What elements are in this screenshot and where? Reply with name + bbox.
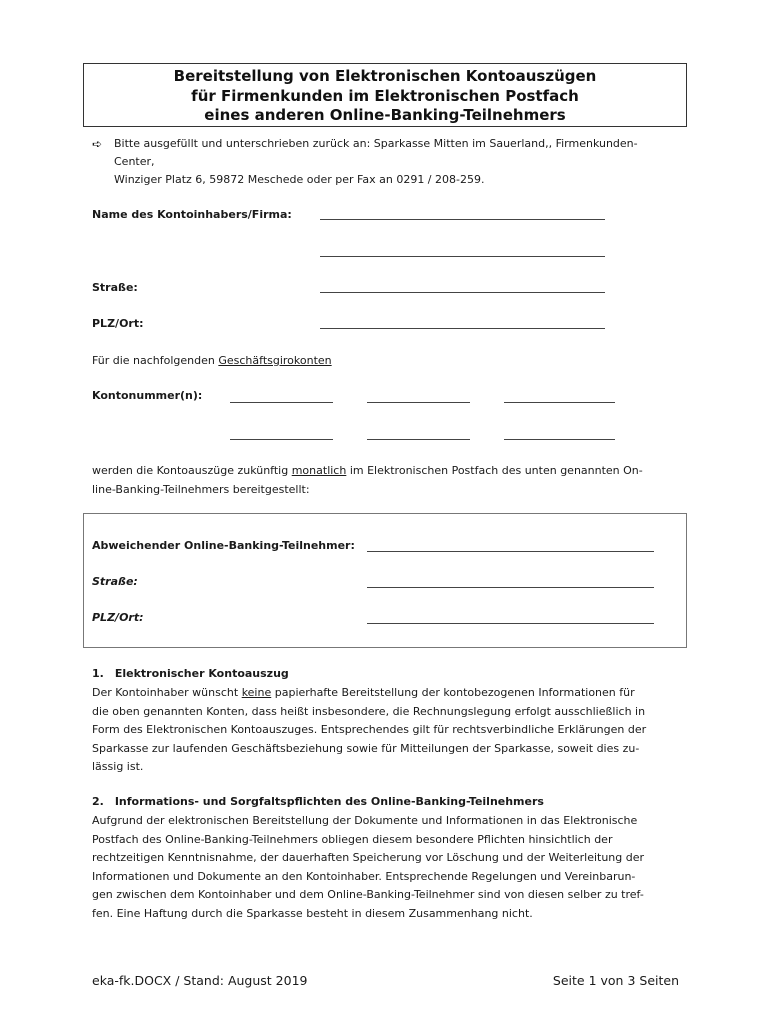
- title-line-2: für Firmenkunden im Elektronischen Postfach: [191, 86, 579, 105]
- statement-paragraph: [92, 462, 680, 499]
- title-line-3: eines anderen Online-Banking-Teilnehmers: [204, 106, 566, 124]
- teilnehmer-label: Abweichender Online-Banking-Teilnehmer:: [92, 539, 355, 552]
- box-plz-input-line[interactable]: [367, 623, 654, 624]
- box-strasse-input-line[interactable]: [367, 587, 654, 588]
- title-box: [83, 63, 687, 127]
- box-strasse-label: Straße:: [92, 575, 138, 588]
- s1-line-4: Sparkasse zur laufenden Geschäftsbeziehung sowie für Mitteilungen der Sparkasse, soweit dies zu-: [92, 741, 640, 755]
- teilnehmer-box: [83, 513, 687, 648]
- s2-line-2: Postfach des Online-Banking-Teilnehmers obliegen diesem besondere Pflichten hinsichtlich der: [92, 832, 613, 846]
- box-plz-label: PLZ/Ort:: [92, 611, 144, 624]
- intro-line-1: Bitte ausgefüllt und unterschrieben zurück an: Sparkasse Mitten im Sauerland,, Firmenkunden-: [114, 137, 638, 150]
- intro-line-3: Winziger Platz 6, 59872 Meschede oder per Fax an 0291 / 208-259.: [114, 173, 485, 186]
- section-1-heading: 1. Elektronischer Kontoauszug: [92, 667, 289, 680]
- s2-line-6: fen. Eine Haftung durch die Sparkasse besteht in diesem Zusammenhang nicht.: [92, 906, 533, 920]
- plz-label: PLZ/Ort:: [92, 317, 144, 330]
- s1-line-1b: papierhafte Bereitstellung der kontobezogenen Informationen für: [274, 686, 635, 699]
- statement-frequency: monatlich: [291, 464, 347, 477]
- kontonummer-input-4[interactable]: [230, 439, 333, 440]
- name-input-line-2[interactable]: [320, 256, 605, 257]
- name-input-line-1[interactable]: [320, 219, 605, 220]
- footer-document-info: eka-fk.DOCX / Stand: August 2019: [92, 973, 308, 988]
- kontonummer-label: Kontonummer(n):: [92, 389, 203, 402]
- s1-line-2: die oben genannten Konten, dass heißt insbesondere, die Rechnungslegung erfolgt ausschließlich in: [92, 704, 646, 718]
- section-2-heading: 2. Informations- und Sorgfaltspflichten des Online-Banking-Teilnehmers: [92, 795, 544, 808]
- konten-prefix: Für die nachfolgenden: [92, 354, 215, 367]
- plz-input-line[interactable]: [320, 328, 605, 329]
- kontonummer-input-3[interactable]: [504, 402, 615, 403]
- arrow-icon: ➪: [92, 137, 103, 151]
- intro-instructions: [92, 135, 682, 189]
- kontonummer-input-6[interactable]: [504, 439, 615, 440]
- statement-part-1: werden die Kontoauszüge zukünftig: [92, 464, 289, 477]
- teilnehmer-input-line[interactable]: [367, 551, 654, 552]
- section-1-body: [92, 684, 680, 777]
- s1-line-1-keine: keine: [241, 686, 272, 699]
- kontonummer-input-1[interactable]: [230, 402, 333, 403]
- s1-line-1a: Der Kontoinhaber wünscht: [92, 686, 239, 699]
- section-2-body: [92, 812, 680, 923]
- s1-line-5: lässig ist.: [92, 760, 144, 773]
- s2-line-3: rechtzeitigen Kenntnisnahme, der dauerhaften Speicherung vor Löschung und der Weiterleitung der: [92, 851, 645, 864]
- s2-line-4: Informationen und Dokumente an den Kontoinhaber. Entsprechende Regelungen und Vereinbarun-: [92, 869, 636, 883]
- strasse-input-line[interactable]: [320, 292, 605, 293]
- statement-part-2: im Elektronischen Postfach des unten genannten On-: [349, 464, 643, 477]
- kontonummer-input-2[interactable]: [367, 402, 470, 403]
- kontonummer-input-5[interactable]: [367, 439, 470, 440]
- konten-intro: [92, 352, 680, 371]
- s2-line-5: gen zwischen dem Kontoinhaber und dem Online-Banking-Teilnehmer sind von diesen selber zu tref-: [92, 888, 644, 901]
- name-label: Name des Kontoinhabers/Firma:: [92, 208, 292, 221]
- title-line-1: Bereitstellung von Elektronischen Kontoauszügen: [173, 67, 597, 85]
- s1-line-3: Form des Elektronischen Kontoauszuges. Entsprechendes gilt für rechtsverbindliche Erklärungen der: [92, 723, 647, 736]
- s2-line-1: Aufgrund der elektronischen Bereitstellung der Dokumente und Informationen in das Elektronische: [92, 814, 638, 827]
- intro-line-2: Center,: [114, 155, 155, 168]
- strasse-label: Straße:: [92, 281, 138, 294]
- konten-type: Geschäftsgirokonten: [218, 354, 332, 367]
- statement-line-2: line-Banking-Teilnehmers bereitgestellt:: [92, 482, 310, 496]
- footer-page-number: Seite 1 von 3 Seiten: [552, 973, 679, 988]
